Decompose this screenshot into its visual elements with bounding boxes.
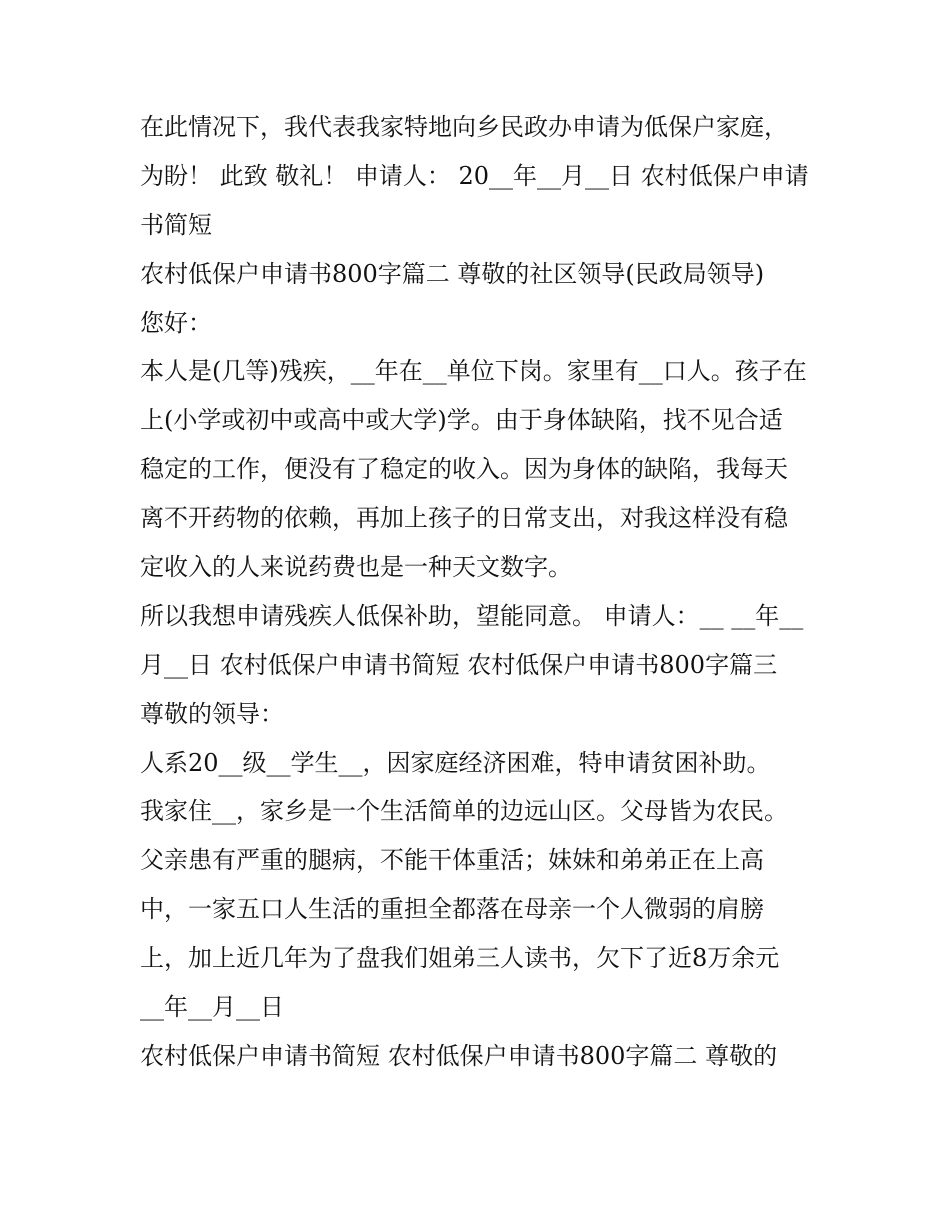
text-line: 书简短 <box>140 210 212 239</box>
text-line: 稳定的工作，便没有了稳定的收入。因为身体的缺陷，我每天 <box>140 455 788 484</box>
text-line: 上(小学或初中或高中或大学)学。由于身体缺陷，找不见合适 <box>140 406 783 435</box>
text-line: 我家住__，家乡是一个生活简单的边远山区。父母皆为农民。 <box>140 797 788 826</box>
text-line: 所以我想申请残疾人低保补助，望能同意。 申请人：__ __年__ <box>140 601 804 630</box>
text-line: 月__日 农村低保户申请书简短 农村低保户申请书800字篇三 <box>140 650 778 679</box>
text-line: 在此情况下，我代表我家特地向乡民政办申请为低保户家庭， <box>140 113 788 141</box>
text-line: 尊敬的领导： <box>140 699 284 728</box>
text-line: 本人是(几等)残疾，__年在__单位下岗。家里有__口人。孩子在 <box>140 357 807 386</box>
text-line: 农村低保户申请书简短 农村低保户申请书800字篇二 尊敬的 <box>140 1041 778 1070</box>
text-line: 人系20__级__学生__，因家庭经济困难，特申请贫困补助。 <box>140 748 771 777</box>
text-line: 中，一家五口人生活的重担全都落在母亲一个人微弱的肩膀 <box>140 895 764 924</box>
text-line: __年__月__日 <box>140 993 284 1022</box>
text-line: 上，加上近几年为了盘我们姐弟三人读书，欠下了近8万余元 <box>140 944 780 973</box>
text-line: 为盼！ 此致 敬礼！ 申请人： 20__年__月__日 农村低保户申请 <box>140 161 809 190</box>
text-line: 父亲患有严重的腿病，不能干体重活；妹妹和弟弟正在上高 <box>140 846 764 875</box>
text-line: 离不开药物的依赖，再加上孩子的日常支出，对我这样没有稳 <box>140 504 788 533</box>
text-line: 定收入的人来说药费也是一种天文数字。 <box>140 553 572 582</box>
text-line: 农村低保户申请书800字篇二 尊敬的社区领导(民政局领导) <box>140 259 765 288</box>
document-body <box>140 103 820 1081</box>
text-line: 您好： <box>140 308 212 337</box>
